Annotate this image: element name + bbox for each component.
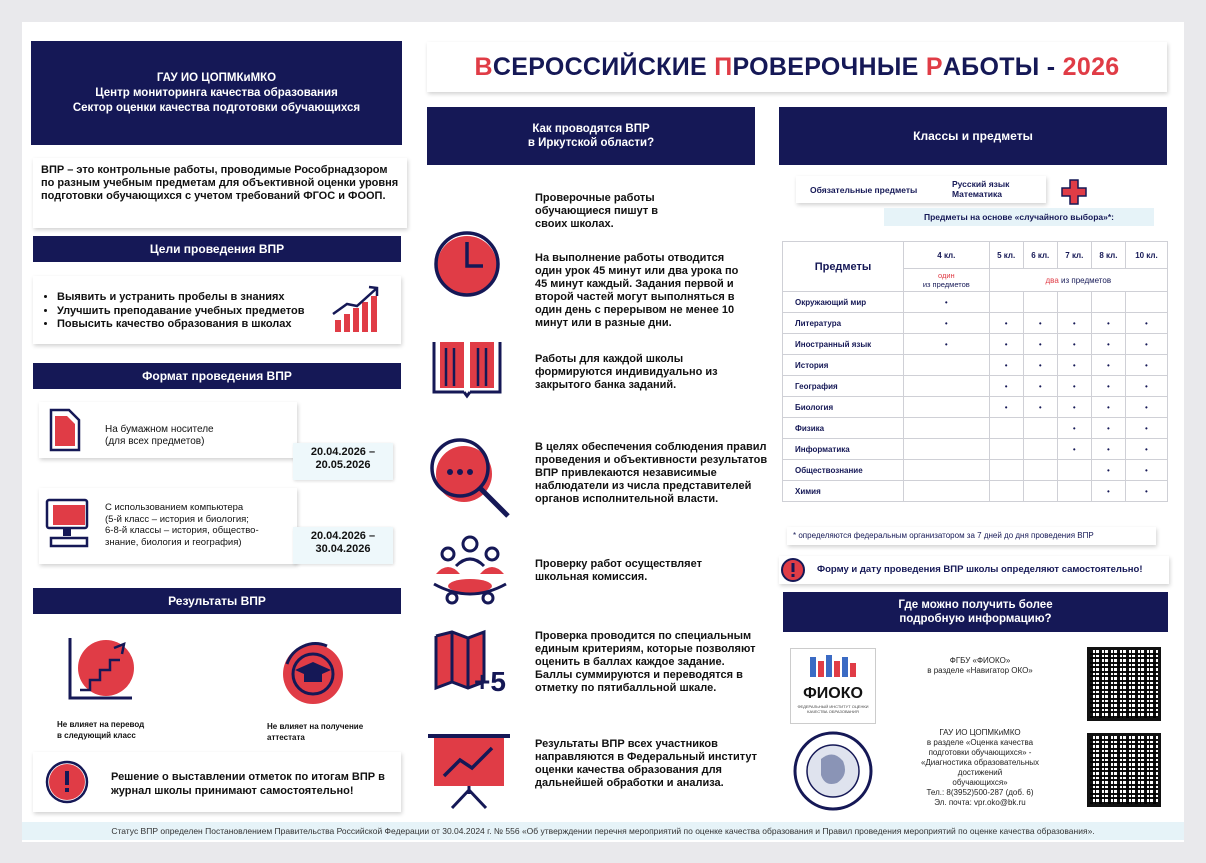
how-step-1: Проверочные работы обучающиеся пишут в своих школах. <box>535 192 659 230</box>
computer-icon <box>45 496 93 552</box>
subject-mark: • <box>1023 397 1057 418</box>
goal-item: • Улучшить преподавание учебных предметов <box>57 305 305 319</box>
subject-name: Иностранный язык <box>783 334 904 355</box>
paper-format-card <box>39 402 297 458</box>
center-section-2: подготовки обучающихся» - <box>928 748 1032 757</box>
subject-mark: • <box>1091 460 1125 481</box>
subject-name: Обществознание <box>783 460 904 481</box>
grade-header: 5 кл. <box>989 242 1023 269</box>
choice-two-rest: из предметов <box>1061 275 1112 285</box>
subject-mark: • <box>1125 397 1167 418</box>
subject-row <box>783 439 1168 460</box>
magnifier-icon <box>428 436 512 520</box>
subject-mark: • <box>904 313 990 334</box>
subject-mark: • <box>1023 376 1057 397</box>
subject-mark: • <box>1023 313 1057 334</box>
subject-mark <box>904 418 990 439</box>
subject-mark: • <box>1125 334 1167 355</box>
subject-row <box>783 334 1168 355</box>
subject-mark: • <box>989 355 1023 376</box>
goal-item: • Выявить и устранить пробелы в знаниях <box>57 291 305 305</box>
paper-format-note: (для всех предметов) <box>105 436 205 447</box>
clock-icon <box>431 228 503 300</box>
subjects-col-header: Предметы <box>783 242 904 292</box>
how-heading-line1: Как проводятся ВПР <box>532 123 650 135</box>
result-item-2-line2: аттестата <box>267 733 305 742</box>
info-heading-line2: подробную информацию? <box>899 613 1052 625</box>
subject-mark: • <box>1091 355 1125 376</box>
subject-mark <box>904 376 990 397</box>
main-title <box>427 42 1167 92</box>
grade-header: 4 кл. <box>904 242 990 269</box>
subject-row <box>783 481 1168 502</box>
center-section-1: в разделе «Оценка качества <box>926 738 1034 747</box>
mandatory-subjects-card <box>796 176 1046 203</box>
choice-two-word: два <box>1045 275 1059 285</box>
subject-mark: • <box>989 397 1023 418</box>
goals-card <box>33 276 401 344</box>
fioko-logo-subtext: ФЕДЕРАЛЬНЫЙ ИНСТИТУТ ОЦЕНКИ КАЧЕСТВА ОБРАЗОВАНИЯ <box>797 704 869 714</box>
subject-mark: • <box>904 292 990 313</box>
random-subjects-label: Предметы на основе «случайного выбора»*: <box>884 208 1154 226</box>
stairs-growth-icon <box>66 636 136 704</box>
computer-date-end: 30.04.2026 <box>315 543 371 555</box>
goal-item: • Повысить качество образования в школах <box>57 318 305 332</box>
subject-mark: • <box>1125 355 1167 376</box>
subject-mark <box>904 460 990 481</box>
subjects-table <box>782 241 1168 502</box>
fioko-qr-code[interactable] <box>1087 647 1161 721</box>
choice-one-cell <box>904 269 990 292</box>
fioko-section: в разделе «Навигатор ОКО» <box>927 666 1033 675</box>
subject-row <box>783 418 1168 439</box>
subject-mark <box>904 397 990 418</box>
fioko-logo-text: ФИОКО <box>803 685 863 702</box>
computer-format-note-3: знание, биология и география) <box>105 536 242 548</box>
presentation-board-icon <box>426 730 512 810</box>
center-section-3: «Диагностика образовательных <box>920 758 1040 767</box>
subject-mark <box>989 481 1023 502</box>
center-section-4: достижений <box>957 768 1003 777</box>
org-name: ГАУ ИО ЦОПМКиМКО <box>156 71 277 84</box>
subject-mark: • <box>1057 313 1091 334</box>
subject-mark <box>1023 418 1057 439</box>
subject-mark <box>1023 460 1057 481</box>
subject-mark: • <box>1125 439 1167 460</box>
subject-mark: • <box>1057 439 1091 460</box>
how-heading <box>427 107 755 165</box>
legal-footer: Статус ВПР определен Постановлением Правительства Российской Федерации от 30.04.2024 г. № 556 «Об утверждении перечня мероприятий по оценке качества образования и Правил проведения мероприятий по оценке качества образования». <box>22 822 1184 840</box>
computer-format-card <box>39 488 297 564</box>
plus-five-label: +5 <box>474 666 506 697</box>
choice-two-cell <box>989 269 1167 292</box>
subject-row <box>783 376 1168 397</box>
subject-mark: • <box>1091 397 1125 418</box>
subject-mark <box>904 481 990 502</box>
paper-date-end: 20.05.2026 <box>315 459 371 471</box>
subject-mark: • <box>1091 376 1125 397</box>
fioko-emblem-icon <box>808 653 858 679</box>
grade-header: 7 кл. <box>1057 242 1091 269</box>
center-name: ГАУ ИО ЦОПМКиМКО <box>939 728 1021 737</box>
subject-mark <box>989 460 1023 481</box>
how-step-6: Проверка проводится по специальным единым критериям, которые позволяют оценить в баллах каждое задание. Баллы суммируются и переводятся в отметку по пятибалльной шкале. <box>535 630 756 694</box>
goals-list <box>43 291 305 332</box>
document-icon <box>47 408 81 452</box>
subject-mark: • <box>904 334 990 355</box>
info-heading-line1: Где можно получить более <box>898 599 1053 611</box>
results-note-card <box>33 752 401 812</box>
org-center: Центр мониторинга качества образования <box>95 86 338 99</box>
subject-mark: • <box>1057 355 1091 376</box>
subject-name: Биология <box>783 397 904 418</box>
computer-dates <box>293 527 393 564</box>
subject-mark <box>1057 292 1091 313</box>
fioko-logo <box>790 648 876 724</box>
mandatory-russian: Русский язык <box>952 179 1010 189</box>
subject-mark: • <box>1125 460 1167 481</box>
title-word-3: АБОТЫ - <box>942 52 1063 81</box>
center-qr-code[interactable] <box>1087 733 1161 807</box>
subject-mark: • <box>989 334 1023 355</box>
subject-mark: • <box>1125 418 1167 439</box>
center-email[interactable]: Эл. почта: vpr.oko@bk.ru <box>934 798 1026 807</box>
subject-mark: • <box>1091 439 1125 460</box>
subject-row <box>783 460 1168 481</box>
subject-mark: • <box>1091 313 1125 334</box>
format-heading: Формат проведения ВПР <box>33 363 401 389</box>
growth-chart-icon <box>331 284 383 334</box>
subject-mark <box>989 292 1023 313</box>
subject-mark <box>989 418 1023 439</box>
grade-header: 8 кл. <box>1091 242 1125 269</box>
subject-mark: • <box>1091 418 1125 439</box>
how-step-4: В целях обеспечения соблюдения правил проведения и объективности результатов ВПР привлекаются независимые наблюдатели из числа представителей органов исполнительной власти. <box>535 441 768 505</box>
result-item-1-line1: Не влияет на перевод <box>57 720 145 729</box>
subject-name: Литература <box>783 313 904 334</box>
subject-name: Информатика <box>783 439 904 460</box>
subject-mark: • <box>1125 313 1167 334</box>
mandatory-label: Обязательные предметы <box>810 185 918 195</box>
how-step-3: Работы для каждой школы формируются индивидуально из закрытого банка заданий. <box>535 353 718 391</box>
classes-heading: Классы и предметы <box>779 107 1167 165</box>
subject-name: Химия <box>783 481 904 502</box>
book-icon <box>430 334 504 400</box>
title-letter-p: П <box>714 52 733 81</box>
alert-icon <box>45 760 89 804</box>
paper-format-label: На бумажном носителе <box>105 424 214 435</box>
title-word-2: РОВЕРОЧНЫЕ <box>732 52 926 81</box>
plus-icon <box>1060 178 1088 206</box>
title-word-1: СЕРОССИЙСКИЕ <box>492 52 715 81</box>
paper-dates <box>293 443 393 480</box>
table-footnote: * определяются федеральным организатором за 7 дней до дня проведения ВПР <box>787 527 1156 545</box>
subject-mark: • <box>1023 334 1057 355</box>
info-heading <box>783 592 1168 632</box>
computer-format-label: С использованием компьютера <box>105 502 244 513</box>
graduation-cap-icon <box>277 634 351 708</box>
subject-row <box>783 397 1168 418</box>
choice-one-rest: из предметов <box>922 280 970 289</box>
title-letter-r: Р <box>925 52 943 81</box>
subject-row <box>783 313 1168 334</box>
subject-mark <box>1091 292 1125 313</box>
subject-mark <box>1057 481 1091 502</box>
how-heading-line2: в Иркутской области? <box>527 137 655 149</box>
alert-icon <box>779 556 807 584</box>
subject-mark <box>1057 460 1091 481</box>
grade-header: 10 кл. <box>1125 242 1167 269</box>
title-year: 2026 <box>1062 52 1120 81</box>
choice-one-word: один <box>937 271 955 280</box>
center-phone: Тел.: 8(3952)500-287 (доб. 6) <box>926 788 1034 797</box>
result-item-1-line2: в следующий класс <box>57 731 136 740</box>
computer-format-note-2: 6-8-й классы – история, общество- <box>105 525 259 536</box>
fioko-name: ФГБУ «ФИОКО» <box>949 656 1011 665</box>
subject-mark: • <box>1057 334 1091 355</box>
how-step-2: На выполнение работы отводится один урок 45 минут или два урока по 45 минут каждый. Задания первой и второй частей могут выполняться в один день с перерывом не менее 10 минут или в разные дни. <box>535 252 739 329</box>
subject-mark <box>989 439 1023 460</box>
subject-mark: • <box>1091 481 1125 502</box>
subject-row <box>783 292 1168 313</box>
subject-mark <box>1023 439 1057 460</box>
subject-mark: • <box>1125 481 1167 502</box>
org-header <box>31 41 402 145</box>
subject-name: Окружающий мир <box>783 292 904 313</box>
subject-mark: • <box>1023 355 1057 376</box>
intro-text: ВПР – это контрольные работы, проводимые Рособрнадзором по разным учебным предметам для объективной оценки уровня подготовки обучающихся с учетом требований ФГОС и ФООП. <box>33 158 407 228</box>
subject-mark: • <box>1091 334 1125 355</box>
subject-mark: • <box>1057 418 1091 439</box>
grade-header: 6 кл. <box>1023 242 1057 269</box>
mandatory-math: Математика <box>952 189 1002 199</box>
org-sector: Сектор оценки качества подготовки обучающихся <box>72 101 361 114</box>
computer-format-note-1: (5-й класс – история и биология; <box>105 513 249 525</box>
subject-mark <box>1125 292 1167 313</box>
commission-group-icon <box>430 534 510 606</box>
title-letter-v: В <box>474 52 493 81</box>
subject-mark <box>1023 481 1057 502</box>
goals-heading: Цели проведения ВПР <box>33 236 401 262</box>
results-heading: Результаты ВПР <box>33 588 401 614</box>
computer-date-start: 20.04.2026 – <box>310 530 376 542</box>
subject-mark: • <box>989 376 1023 397</box>
paper-date-start: 20.04.2026 – <box>310 446 376 458</box>
subject-name: История <box>783 355 904 376</box>
result-item-2-line1: Не влияет на получение <box>267 722 364 731</box>
center-seal-icon <box>793 731 873 811</box>
subject-mark <box>904 439 990 460</box>
subject-mark: • <box>989 313 1023 334</box>
subject-name: Физика <box>783 418 904 439</box>
schools-notice: Форму и дату проведения ВПР школы определяют самостоятельно! <box>817 564 1143 575</box>
how-step-7: Результаты ВПР всех участников направляются в Федеральный институт оценки качества образования для дальнейшей обработки и анализа. <box>535 738 758 789</box>
results-note: Решение о выставлении отметок по итогам ВПР в журнал школы принимают самостоятельно! <box>111 771 385 797</box>
subject-row <box>783 355 1168 376</box>
subject-name: География <box>783 376 904 397</box>
how-step-5: Проверку работ осуществляет школьная комиссия. <box>535 558 702 583</box>
schools-notice-card <box>779 556 1169 584</box>
subject-mark: • <box>1057 376 1091 397</box>
subject-mark <box>1023 292 1057 313</box>
center-section-5: обучающихся» <box>952 778 1008 787</box>
subject-mark: • <box>1125 376 1167 397</box>
subject-mark: • <box>1057 397 1091 418</box>
subject-mark <box>904 355 990 376</box>
